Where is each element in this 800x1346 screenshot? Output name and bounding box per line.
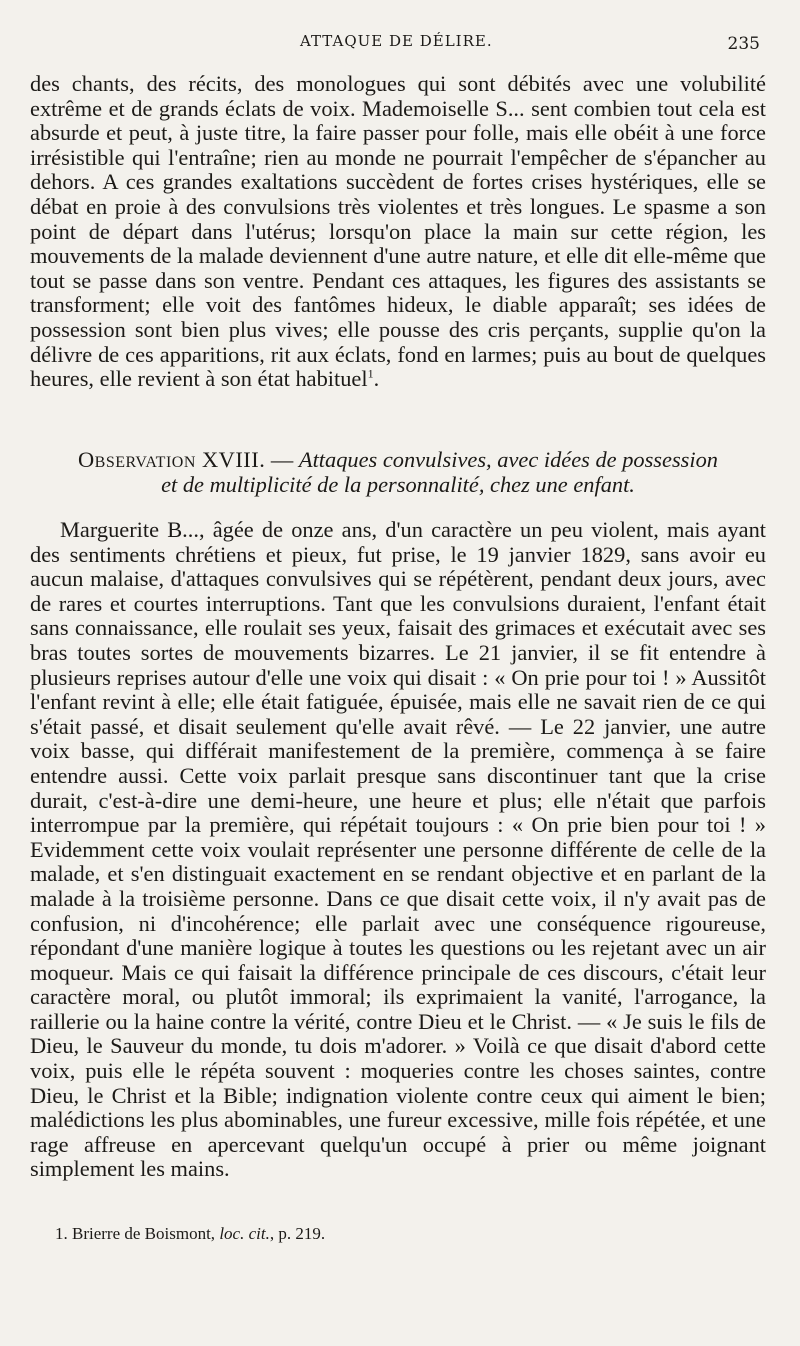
running-title: ATTAQUE DE DÉLIRE.: [300, 32, 493, 50]
observation-dash: —: [265, 447, 299, 472]
running-head: [0, 32, 800, 54]
footnote-marker: 1: [367, 366, 374, 381]
paragraph-end: .: [373, 366, 380, 392]
paragraph-body: des chants, des récits, des monologues qui sont débités avec une volubilité extrême et de grands éclats de voix. Mademoiselle S... sent combien tout cela est absurde et peut, à juste titre, la faire passer pour folle, mais elle obéit à une force irrésistible qui l'entraîne; rien au monde ne pourrait l'empêcher de s'épancher au dehors. A ces grandes exaltations succèdent de fortes crises hystériques, elle se débat en proie à des convulsions très violentes et très longues. Le spasme a son point de départ dans l'utérus; lorsqu'on place la main sur cette région, les mouvements de la malade deviennent d'une autre nature, et elle dit elle-même que tout se passe dans son ventre. Pendant ces attaques, les figures des assistants se transforment; elle voit des fantômes hideux, le diable apparaît; ses idées de possession sont bien plus vives; elle pousse des cris perçants, supplie qu'on la délivre de ces apparitions, rit aux éclats, fond en larmes; puis au bout de quelques heures, elle revient à son état habituel: [30, 71, 766, 392]
observation-paragraph: [30, 518, 766, 1182]
footnote-ref: loc. cit.: [219, 1224, 270, 1243]
observation-heading: [30, 448, 766, 497]
observation-label: Observation XVIII.: [78, 447, 266, 472]
footnote: [55, 1224, 325, 1244]
footnote-number: 1.: [55, 1224, 68, 1243]
page-number: 235: [727, 34, 760, 54]
footnote-author: Brierre de Boismont,: [72, 1224, 216, 1243]
observation-title-line1: Attaques convulsives, avec idées de possession: [298, 447, 718, 472]
paragraph-text: Marguerite B..., âgée de onze ans, d'un caractère un peu violent, mais ayant des sentiments chrétiens et pieux, fut prise, le 19 janvier 1829, sans avoir eu aucun malaise, d'attaques convulsives qui se répétèrent, pendant deux jours, avec de rares et courtes interruptions. Tant que les convulsions duraient, l'enfant était sans connaissance, elle roulait ses yeux, faisait des grimaces et exécutait avec ses bras toutes sortes de mouvements bizarres. Le 21 janvier, il se fit entendre à plusieurs reprises autour d'elle une voix qui disait : « On prie pour toi ! » Aussitôt l'enfant revint à elle; elle était fatiguée, épuisée, mais elle ne savait rien de ce qui s'était passé, et disait seulement qu'elle avait rêvé. — Le 22 janvier, une autre voix basse, qui différait manifestement de la première, commença à se faire entendre aussi. Cette voix parlait presque sans discontinuer tant que la crise durait, c'est-à-dire une demi-heure, une heure et plus; elle n'était que parfois interrompue par la première, qui répétait toujours : « On prie bien pour toi ! » Evidemment cette voix voulait représenter une personne différente de celle de la malade, et s'en distinguait exactement en se rendant objective et en parlant de la malade à la troisième personne. Dans ce que disait cette voix, il n'y avait pas de confusion, ni d'incohérence; elle parlait avec une conséquence rigoureuse, répondant d'une manière logique à toutes les questions ou les rejetant avec un air moqueur. Mais ce qui faisait la différence principale de ces discours, c'était leur caractère moral, ou plutôt immoral; ils exprimaient la vanité, l'arrogance, la raillerie ou la haine contre la vérité, contre Dieu et le Christ. — « Je suis le fils de Dieu, le Sauveur du monde, tu dois m'adorer. » Voilà ce que disait d'abord cette voix, puis elle le répéta souvent : moqueries contre les choses saintes, contre Dieu, le Christ et la Bible; indignation violente contre ceux qui aiment le bien; malédictions les plus abominables, une fureur excessive, mille fois répétée, et une rage affreuse en apercevant quelqu'un occupé à prier ou même joignant simplement les mains.: [30, 517, 766, 1182]
paragraph-text: [30, 72, 766, 392]
paragraph-continued: [30, 72, 766, 392]
footnote-page: , p. 219.: [269, 1224, 326, 1243]
observation-title-line2: et de multiplicité de la personnalité, chez une enfant.: [161, 471, 635, 497]
observation-heading-line1: [30, 448, 766, 473]
